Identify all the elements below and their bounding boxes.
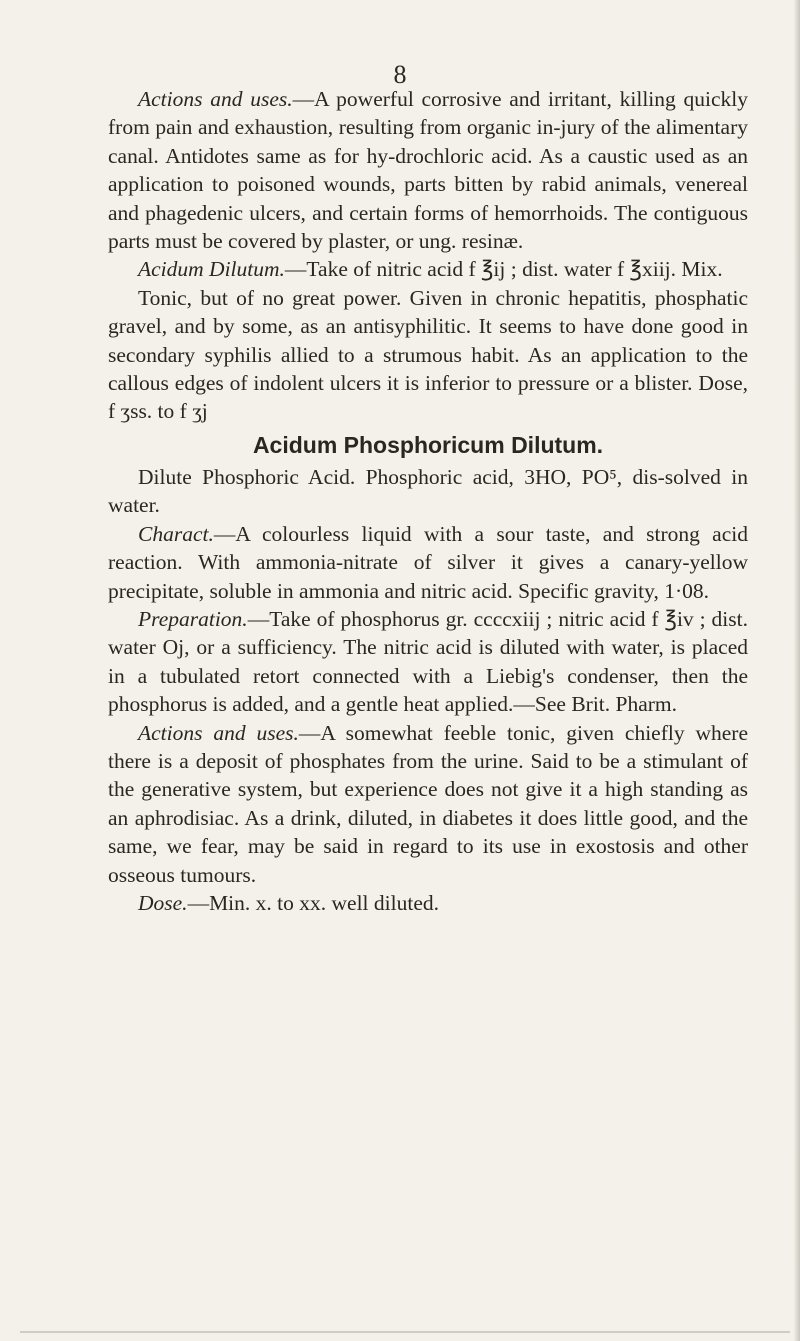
paragraph-preparation [108, 605, 748, 719]
paragraph-lead: Dose. [138, 890, 188, 915]
paragraph-tonic [108, 284, 748, 426]
section-heading: Acidum Phosphoricum Dilutum. [252, 431, 604, 458]
paragraph-lead: Charact. [138, 521, 214, 546]
paragraph-text: —Take of phosphorus gr. ccccxiij ; nitric acid f ℥iv ; dist. water Oj, or a sufficiency. The nitric acid is diluted with water, is placed in a tubulated retort connected with a Liebig's condenser, then the phosphorus is added, and a gentle heat applied.—See Brit. Pharm. [108, 606, 748, 717]
paragraph-text: —A colourless liquid with a sour taste, and strong acid reaction. With ammonia-nitrate of silver it gives a canary-yellow precipitate, soluble in ammonia and nitric acid. Specific gravity, 1·08. [108, 521, 748, 603]
paragraph-actions-uses-nitric [108, 85, 748, 255]
paragraph-dilute-phosphoric [108, 463, 748, 520]
paragraph-charact [108, 520, 748, 605]
page-bottom-edge [20, 1331, 790, 1333]
paragraph-dose [108, 889, 748, 917]
paragraph-text: Dilute Phosphoric Acid. Phosphoric acid, 3HO, PO⁵, dis-solved in water. [108, 464, 748, 518]
paragraph-actions-uses-phosphoric [108, 719, 748, 889]
paragraph-text: —A somewhat feeble tonic, given chiefly where there is a deposit of phosphates from the urine. Said to be a stimulant of the generative system, but experience does not give it a high standing as an aphrodisiac. As a drink, diluted, in diabetes it does little good, and the same, we fear, may be said in regard to its use in exostosis and other osseous tumours. [108, 720, 748, 887]
paragraph-text: —Min. x. to xx. well diluted. [187, 890, 439, 915]
paragraph-lead: Preparation. [138, 606, 248, 631]
paragraph-lead: Actions and uses. [138, 87, 293, 111]
paragraph-text: Tonic, but of no great power. Given in chronic hepatitis, phosphatic gravel, and by some, as an antisyphilitic. It seems to have done good in secondary syphilis allied to a strumous habit. As an application to the callous edges of indolent ulcers it is inferior to pressure or a blister. Dose, f ʒss. to f ʒj [108, 285, 748, 424]
page-edge [794, 0, 800, 1341]
paragraph-lead: Acidum Dilutum. [138, 257, 285, 282]
paragraph-text: —Take of nitric acid f ℥ij ; dist. water f ℥xiij. Mix. [284, 257, 723, 282]
paragraph-acidum-dilutum [108, 255, 748, 283]
page-body [108, 85, 748, 917]
paragraph-lead: Actions and uses. [138, 720, 299, 745]
paragraph-text: —A powerful corrosive and irritant, killing quickly from pain and exhaustion, resulting from organic in-jury of the alimentary canal. Antidotes same as for hy-drochloric acid. As a caustic used as an application to poisoned wounds, parts bitten by rabid animals, venereal and phagedenic ulcers, and certain forms of hemorrhoids. The contiguous parts must be covered by plaster, or ung. resinæ. [108, 87, 748, 254]
page-number: 8 [393, 60, 407, 89]
